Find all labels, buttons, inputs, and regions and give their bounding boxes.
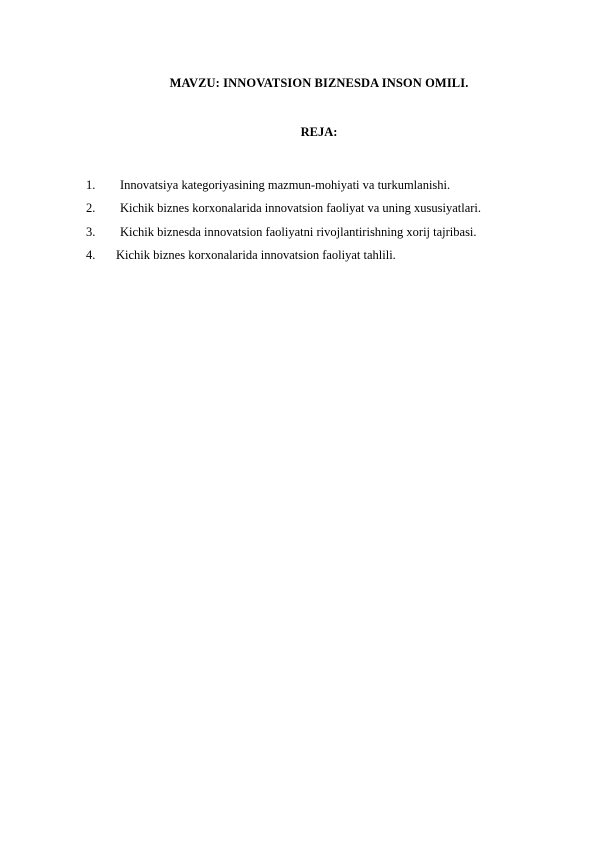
- plan-item-text: Kichik biznesda innovatsion faoliyatni rivojlantirishning xorij tajribasi.: [120, 224, 477, 239]
- plan-item-number: 4.: [86, 247, 96, 262]
- plan-item-text: Innovatsiya kategoriyasining mazmun-mohiyati va turkumlanishi.: [120, 178, 451, 192]
- plan-item: [86, 197, 566, 220]
- document-subtitle: REJA:: [300, 125, 338, 139]
- plan-item-text: Kichik biznes korxonalarida innovatsion faoliyat va uning xususiyatlari.: [120, 201, 482, 216]
- plan-item-number: 2.: [86, 201, 96, 216]
- document-title: MAVZU: INNOVATSION BIZNESDA INSON OMILI.: [169, 76, 469, 90]
- document-title-container: [0, 76, 596, 91]
- plan-item: [86, 244, 566, 267]
- plan-item-number: 1.: [86, 178, 96, 192]
- plan-item: [86, 221, 566, 244]
- plan-item: [86, 174, 566, 197]
- plan-item-text: Kichik biznes korxonalarida innovatsion faoliyat tahlili.: [116, 247, 396, 262]
- plan-list: [86, 174, 566, 267]
- plan-item-number: 3.: [86, 224, 96, 239]
